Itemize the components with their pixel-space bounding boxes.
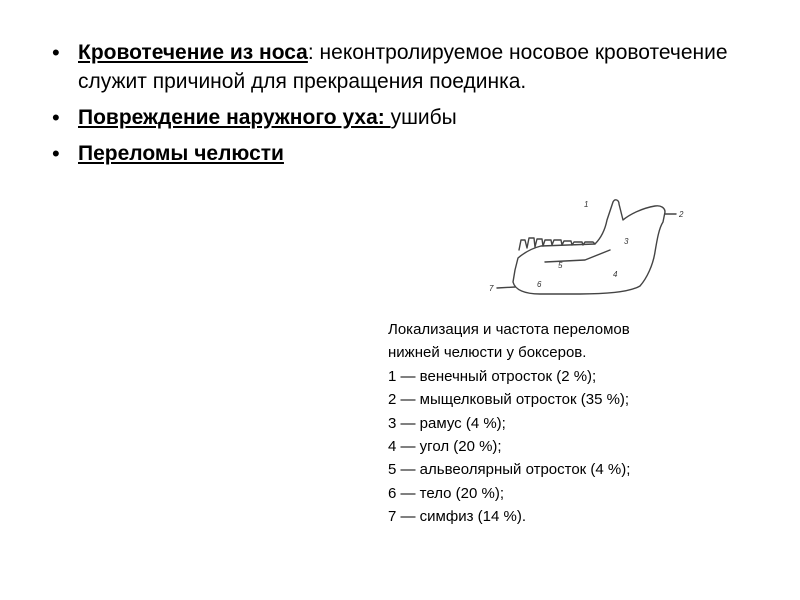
caption-line: 7 — симфиз (14 %). [388, 508, 526, 526]
bullet-term: Повреждение наружного уха: [78, 106, 391, 129]
bullet-term: Кровотечение из носа [78, 41, 308, 64]
mandible-illustration [485, 190, 700, 305]
diagram-label-4: 4 [613, 270, 618, 279]
caption-line: 5 — альвеолярный отросток (4 %); [388, 461, 631, 479]
diagram-caption [388, 318, 768, 529]
bullet-jaw-fractures [50, 139, 750, 168]
diagram-label-6: 6 [537, 280, 542, 289]
caption-line: 4 — угол (20 %); [388, 438, 502, 456]
teeth [519, 238, 595, 250]
caption-line: 3 — рамус (4 %); [388, 414, 506, 432]
caption-line: 2 — мыщелковый отросток (35 %); [388, 391, 630, 409]
caption-line: Локализация и частота переломов [388, 321, 630, 338]
diagram-label-5: 5 [558, 261, 563, 270]
diagram-label-1: 1 [584, 200, 589, 209]
jaw-diagram [485, 190, 700, 305]
bullet-term: Переломы челюсти [78, 142, 284, 165]
caption-line: нижней челюсти у боксеров. [388, 344, 587, 362]
diagram-label-2: 2 [679, 210, 684, 219]
bullet-list [50, 38, 750, 175]
leader-line-7 [497, 287, 515, 288]
caption-line: 1 — венечный отросток (2 %); [388, 367, 597, 385]
diagram-label-7: 7 [489, 284, 494, 293]
diagram-label-3: 3 [624, 237, 629, 246]
bullet-text: ушибы [390, 106, 457, 129]
bullet-nosebleed [50, 38, 750, 96]
caption-line: 6 — тело (20 %); [388, 484, 505, 502]
bullet-text: : неконтролируемое носовое кровотечение служит причиной для прекращения поединка. [78, 41, 728, 93]
inner-line [545, 250, 610, 262]
bullet-ear-injury [50, 103, 750, 132]
mandible-outline [513, 200, 665, 294]
